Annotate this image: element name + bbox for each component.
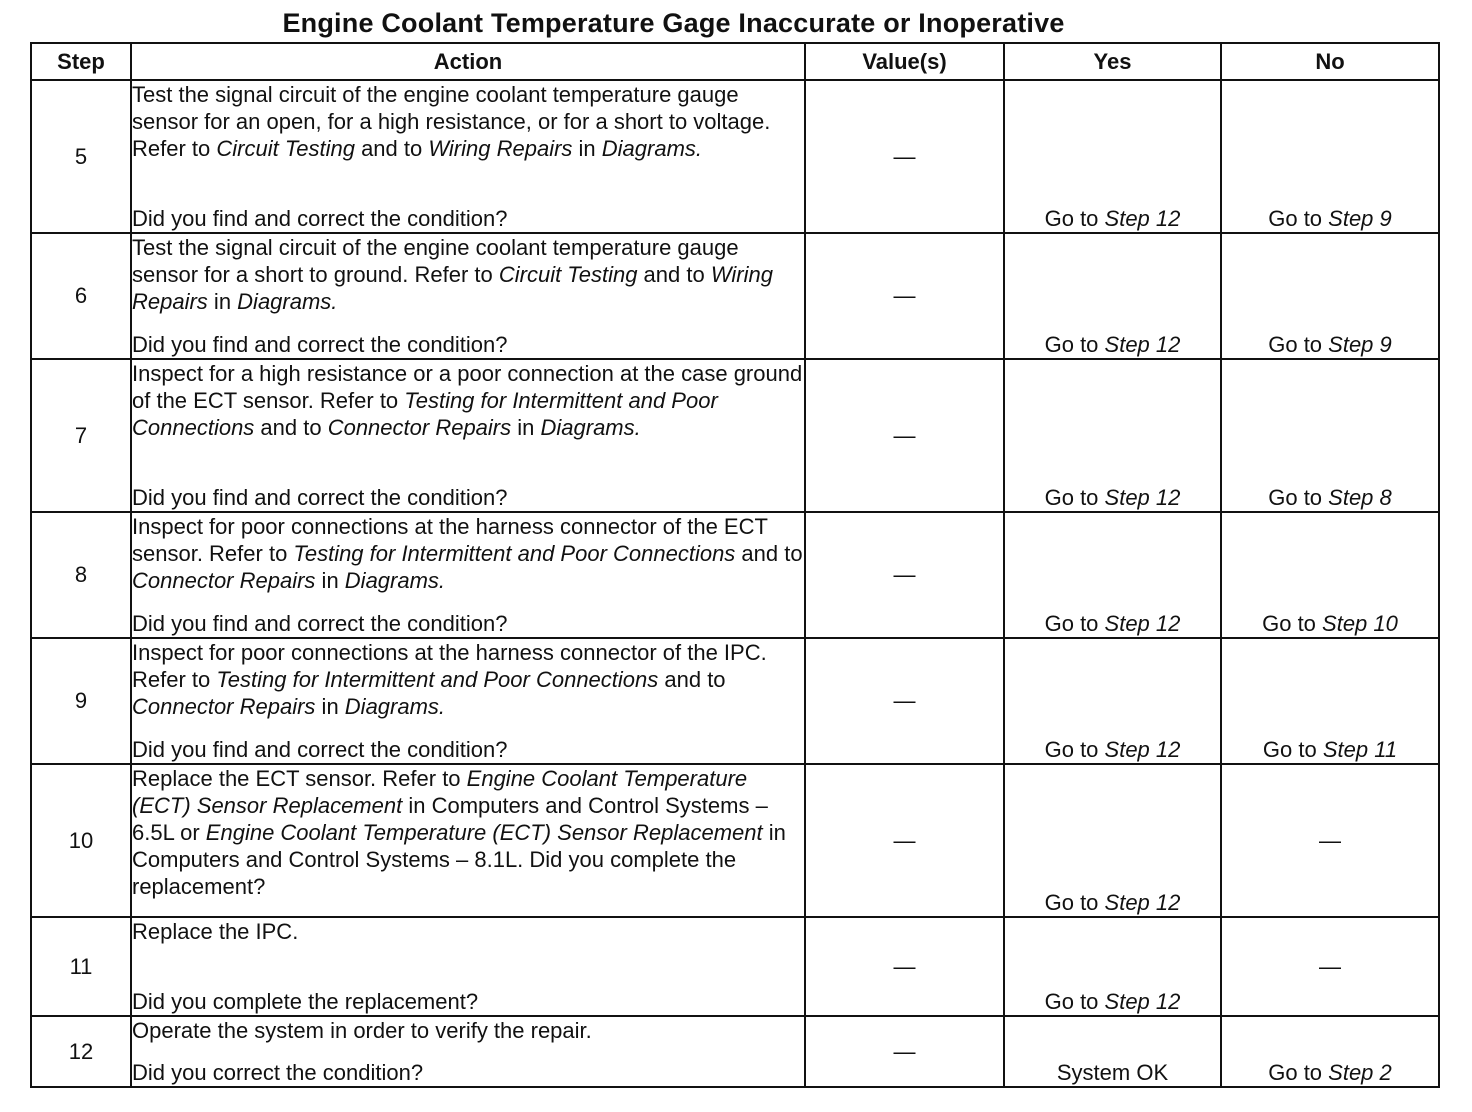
yes-step-link: Step 12	[1104, 737, 1181, 762]
header-values: Value(s)	[805, 43, 1004, 80]
header-action: Action	[131, 43, 805, 80]
yes-step-link: Step 12	[1104, 611, 1181, 636]
value-cell	[805, 917, 1004, 1016]
table-row	[31, 359, 1439, 512]
action-reference: Engine Coolant Temperature (ECT) Sensor Replacement	[205, 820, 763, 845]
value-dash: —	[893, 953, 916, 979]
action-text-part: and to	[254, 415, 328, 440]
action-reference: Testing for Intermittent and Poor Connections	[216, 667, 659, 692]
action-text-part: in Computers and Control Systems – 6.5L or	[132, 793, 768, 845]
table-header	[31, 43, 1439, 80]
action-text-part: Replace the ECT sensor. Refer to	[132, 766, 467, 791]
action-cell	[131, 1016, 805, 1087]
yes-prefix: Go to	[1044, 485, 1105, 510]
no-cell	[1221, 233, 1439, 359]
action-text-part: Test the signal circuit of the engine coolant temperature gauge sensor for a short to ground. Refer to	[132, 235, 739, 287]
table-row	[31, 80, 1439, 233]
action-text	[132, 639, 804, 720]
action-text-part: Inspect for poor connections at the harness connector of the ECT sensor. Refer to	[132, 514, 768, 566]
yes-cell	[1004, 512, 1221, 638]
action-cell	[131, 764, 805, 917]
yes-step-link: Step 12	[1104, 206, 1181, 231]
yes-step-link: Step 12	[1104, 332, 1181, 357]
action-text-part: and to	[354, 136, 429, 161]
header-yes: Yes	[1004, 43, 1221, 80]
step-number: 7	[31, 359, 131, 512]
value-cell	[805, 359, 1004, 512]
table-row	[31, 917, 1439, 1016]
action-text-part: in	[315, 694, 345, 719]
action-text-part: in	[572, 136, 602, 161]
yes-prefix: Go to	[1044, 737, 1105, 762]
yes-cell	[1004, 764, 1221, 917]
action-question: Did you find and correct the condition?	[132, 206, 508, 231]
action-text-part: in Computers and Control Systems – 8.1L. Did you complete the replacement?	[132, 820, 786, 899]
yes-cell	[1004, 917, 1221, 1016]
action-content	[132, 918, 804, 1015]
yes-prefix: Go to	[1044, 989, 1105, 1014]
no-step-link: Step 9	[1328, 332, 1392, 357]
yes-cell	[1004, 80, 1221, 233]
action-content	[132, 360, 804, 511]
action-text	[132, 81, 804, 162]
step-number: 5	[31, 80, 131, 233]
value-dash: —	[893, 1038, 916, 1064]
no-prefix: Go to	[1262, 611, 1323, 636]
action-reference: Diagrams.	[344, 694, 446, 719]
table-row	[31, 764, 1439, 917]
yes-step-link: Step 12	[1104, 890, 1181, 915]
action-cell	[131, 233, 805, 359]
table-row	[31, 1016, 1439, 1087]
step-number: 10	[31, 764, 131, 917]
action-reference: Connector Repairs	[132, 568, 316, 593]
header-row	[31, 43, 1439, 80]
no-prefix: Go to	[1268, 485, 1329, 510]
action-text-part: in	[511, 415, 541, 440]
value-dash: —	[893, 283, 916, 308]
no-prefix: Go to	[1268, 332, 1329, 357]
action-text-part: and to	[637, 262, 711, 287]
action-reference: Engine Coolant Temperature (ECT) Sensor Replacement	[132, 766, 748, 818]
action-text-part: and to	[735, 541, 803, 566]
action-text-part: in	[207, 289, 238, 314]
table-row	[31, 638, 1439, 764]
no-prefix: Go to	[1262, 737, 1323, 762]
value-dash: —	[893, 688, 916, 713]
yes-prefix: Go to	[1044, 611, 1105, 636]
action-reference: Testing for Intermittent and Poor Connections	[293, 541, 736, 566]
action-text-part: and to	[658, 667, 726, 692]
action-question: Did you find and correct the condition?	[132, 737, 508, 762]
yes-cell	[1004, 1016, 1221, 1087]
action-reference: Circuit Testing	[498, 262, 638, 287]
yes-cell	[1004, 233, 1221, 359]
action-reference: Wiring Repairs	[428, 136, 573, 161]
step-number: 9	[31, 638, 131, 764]
value-cell	[805, 512, 1004, 638]
value-dash: —	[893, 562, 916, 587]
action-text	[132, 234, 804, 315]
no-cell	[1221, 512, 1439, 638]
action-content	[132, 1017, 804, 1086]
action-text	[132, 360, 804, 441]
action-text-part: Operate the system in order to verify the repair.	[132, 1018, 592, 1043]
header-no: No	[1221, 43, 1439, 80]
value-cell	[805, 1016, 1004, 1087]
header-step: Step	[31, 43, 131, 80]
action-content	[132, 234, 804, 358]
value-dash: —	[893, 422, 916, 448]
step-number: 11	[31, 917, 131, 1016]
action-text-part: Test the signal circuit of the engine coolant temperature gauge sensor for an open, for a high resistance, or for a short to voltage. Refer to	[132, 82, 771, 161]
action-reference: Testing for Intermittent and Poor Connections	[132, 388, 718, 440]
action-content	[132, 513, 804, 637]
table-row	[31, 233, 1439, 359]
yes-cell	[1004, 359, 1221, 512]
action-cell	[131, 359, 805, 512]
step-number: 8	[31, 512, 131, 638]
value-cell	[805, 764, 1004, 917]
no-step-link: Step 10	[1322, 611, 1398, 636]
no-dash: —	[1319, 828, 1341, 853]
no-step-link: Step 8	[1328, 485, 1392, 510]
action-cell	[131, 512, 805, 638]
value-dash: —	[893, 827, 916, 853]
no-dash: —	[1319, 954, 1341, 979]
action-reference: Diagrams.	[601, 136, 703, 161]
value-cell	[805, 80, 1004, 233]
action-question: Did you find and correct the condition?	[132, 332, 508, 357]
action-text	[132, 1017, 804, 1044]
action-text	[132, 765, 804, 900]
action-reference: Diagrams.	[540, 415, 641, 440]
yes-prefix: Go to	[1044, 206, 1105, 231]
action-question: Did you correct the condition?	[132, 1060, 424, 1085]
table-row	[31, 512, 1439, 638]
action-reference: Wiring Repairs	[132, 262, 773, 314]
no-cell	[1221, 80, 1439, 233]
no-prefix: Go to	[1268, 206, 1329, 231]
action-spacer	[132, 949, 804, 976]
no-cell	[1221, 359, 1439, 512]
no-step-link: Step 9	[1328, 206, 1392, 231]
action-content	[132, 81, 804, 232]
table-body	[31, 80, 1439, 1087]
yes-cell	[1004, 638, 1221, 764]
action-text-part: in	[315, 568, 345, 593]
action-reference: Connector Repairs	[327, 415, 512, 440]
value-dash: —	[893, 143, 916, 169]
no-cell	[1221, 1016, 1439, 1087]
diagnostic-table	[30, 42, 1440, 1088]
value-cell	[805, 233, 1004, 359]
action-cell	[131, 638, 805, 764]
step-number: 12	[31, 1016, 131, 1087]
action-reference: Diagrams.	[237, 289, 338, 314]
no-prefix: Go to	[1268, 1060, 1329, 1085]
action-content	[132, 639, 804, 763]
action-cell	[131, 917, 805, 1016]
no-cell	[1221, 917, 1439, 1016]
action-text-part: Inspect for poor connections at the harness connector of the IPC. Refer to	[132, 640, 767, 692]
value-cell	[805, 638, 1004, 764]
action-reference: Diagrams.	[344, 568, 446, 593]
yes-step-link: Step 12	[1104, 485, 1181, 510]
no-step-link: Step 2	[1328, 1060, 1392, 1085]
step-number: 6	[31, 233, 131, 359]
action-question: Did you find and correct the condition?	[132, 611, 508, 636]
action-question: Did you complete the replacement?	[132, 989, 479, 1014]
action-reference: Connector Repairs	[132, 694, 316, 719]
action-cell	[131, 80, 805, 233]
action-text	[132, 918, 804, 945]
action-text-part: Inspect for a high resistance or a poor connection at the case ground of the ECT sensor. Refer to	[132, 361, 803, 413]
no-step-link: Step 11	[1322, 737, 1398, 762]
yes-prefix: Go to	[1044, 332, 1105, 357]
yes-step-link: Step 12	[1104, 989, 1181, 1014]
no-cell	[1221, 764, 1439, 917]
action-text-part: Replace the IPC.	[132, 919, 299, 944]
action-reference: Circuit Testing	[216, 136, 355, 161]
no-cell	[1221, 638, 1439, 764]
action-text	[132, 513, 804, 594]
page-title: Engine Coolant Temperature Gage Inaccurate or Inoperative	[282, 8, 1065, 38]
yes-text: System OK	[1056, 1060, 1169, 1085]
action-content	[132, 765, 804, 916]
action-question: Did you find and correct the condition?	[132, 485, 508, 510]
yes-prefix: Go to	[1044, 890, 1105, 915]
